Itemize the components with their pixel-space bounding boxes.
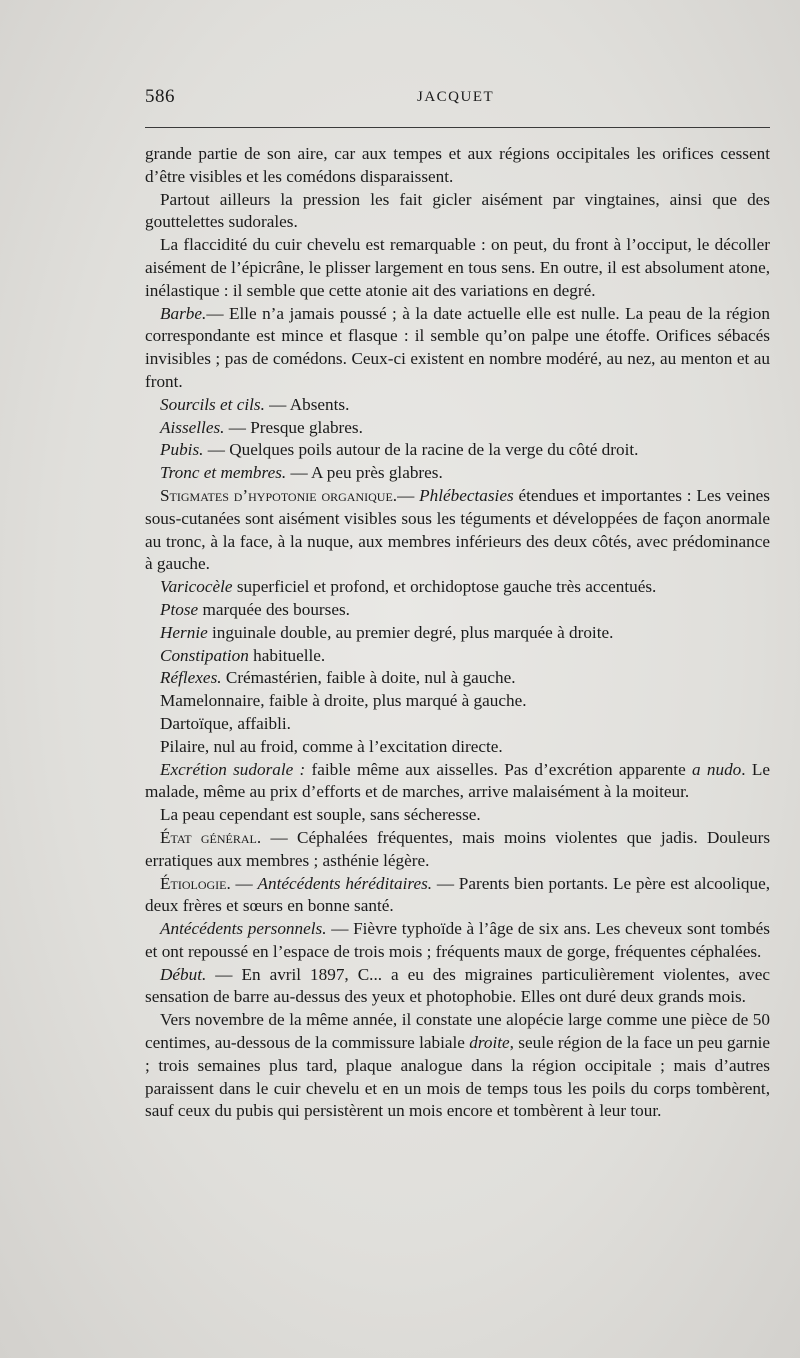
section-heading: Hernie: [160, 622, 208, 642]
paragraph: [145, 759, 770, 805]
text-run: Crémastérien, faible à doite, nul à gauche.: [221, 668, 516, 688]
paragraph: [145, 827, 770, 873]
text-run: grande partie de son aire, car aux tempes et aux régions occipitales les orifices cessent d’être visibles et les comédons disparaissent.: [145, 144, 770, 186]
paragraph: [145, 303, 770, 394]
text-run: inguinale double, au premier degré, plus marquée à droite.: [207, 622, 614, 642]
text-run: — Fièvre typhoïde à l’âge de six ans. Les cheveux sont tombés et ont repoussé en l’espace de trois mois ; fréquents maux de gorge, fréquentes céphalées.: [145, 919, 770, 961]
text-run: La flaccidité du cuir chevelu est remarquable : on peut, du front à l’occiput, le décoller aisément de l’épicrâne, le plisser largement en tous sens. En outre, il est absolument atone, inélastique : il semble que cette atonie ait des variations en degré.: [145, 235, 770, 300]
text-run: — Absents.: [264, 394, 350, 414]
paragraph: [145, 804, 770, 827]
section-heading: Stigmates d’hypotonie organique.: [160, 485, 398, 505]
text-run: —: [397, 485, 420, 505]
section-heading: Début.: [160, 964, 207, 984]
section-heading: Ptose: [160, 599, 199, 619]
paragraph: [145, 873, 770, 919]
text-run-italic: Phlébectasies: [419, 485, 514, 505]
section-heading: Antécédents personnels.: [160, 919, 327, 939]
paragraph: [145, 462, 770, 485]
section-heading: Sourcils et cils.: [160, 394, 265, 414]
paragraph: [145, 736, 770, 759]
section-heading: Aisselles.: [160, 417, 225, 437]
text-run-italic: a nudo: [692, 759, 742, 779]
text-run: — A peu près glabres.: [286, 463, 443, 483]
text-run: étendues et importantes : Les veines sous-cutanées sont aisément visibles sous les téguments et développées de façon anormale au tronc, à la face, à la nuque, aux membres inférieurs des deux côtés, avec prédominance à gauche.: [145, 485, 770, 574]
paragraph: [145, 234, 770, 302]
text-run: — Parents bien portants. Le père est alcoolique, deux frères et sœurs en bonne santé.: [145, 873, 770, 916]
paragraph: [145, 622, 770, 645]
paragraph: [145, 918, 770, 964]
section-heading: Constipation: [160, 645, 249, 665]
section-heading: Varicocèle: [160, 577, 233, 597]
text-run: Partout ailleurs la pression les fait gicler aisément par vingtaines, ainsi que des gouttelettes sudorales.: [145, 189, 770, 232]
section-heading: Réflexes.: [160, 668, 222, 688]
text-run: Dartoïque, affaibli.: [160, 713, 291, 733]
text-run: Vers novembre de la même année, il constate une alopécie large comme une pièce de 50 centimes, au-dessous de la commissure labiale: [145, 1010, 770, 1053]
text-run: — En avril 1897, C... a eu des migraines particulièrement violentes, avec sensation de barre au-dessus des yeux et photophobie. Elles ont duré deux grands mois.: [145, 964, 770, 1007]
page-header: [145, 86, 770, 114]
paragraph: [145, 1009, 770, 1123]
text-run: — Elle n’a jamais poussé ; à la date actuelle elle est nulle. La peau de la région correspondante est mince et flasque : il semble qu’on palpe une étoffe. Orifices sébacés invisibles ; pas de comédons. Ceux-ci existent en nombre modéré, au nez, au menton et au front.: [145, 303, 770, 391]
paragraph: [145, 964, 770, 1010]
text-run: La peau cependant est souple, sans sécheresse.: [160, 805, 481, 825]
text-run: habituelle.: [248, 645, 326, 665]
paragraph: [145, 485, 770, 576]
text-run: superficiel et profond, et orchidoptose gauche très accentués.: [232, 577, 657, 597]
header-rule: [145, 127, 770, 128]
text-run: —: [230, 873, 258, 893]
text-run: — Céphalées fréquentes, mais moins violentes que jadis. Douleurs erratiques aux membres ; asthénie légère.: [145, 827, 771, 870]
text-run: , seule région de la face un peu garnie ; trois semaines plus tard, plaque analogue dans la région occipitale ; mais d’autres paraissent dans le cuir chevelu et en un mois de temps tous les poils du corps tombèrent, sauf ceux du pubis qui persistèrent un mois encore et tombèrent à leur tour.: [145, 1033, 770, 1121]
text-run-italic: Antécédents héréditaires.: [257, 873, 433, 893]
text-run: faible même aux aisselles. Pas d’excrétion apparente: [305, 759, 692, 779]
section-heading: État général.: [160, 827, 262, 847]
paragraph: [145, 394, 770, 417]
section-heading: Tronc et membres.: [160, 463, 287, 483]
text-run-italic: droite: [469, 1033, 510, 1053]
text-run: — Quelques poils autour de la racine de la verge du côté droit.: [203, 440, 639, 460]
paragraph: [145, 667, 770, 690]
paragraph: [145, 143, 770, 189]
section-heading: Barbe.: [160, 303, 207, 323]
paragraph: [145, 713, 770, 736]
paragraph: [145, 576, 770, 599]
body-text: [145, 143, 770, 1123]
paragraph: [145, 189, 770, 235]
page-number: 586: [145, 86, 175, 107]
text-run: Pilaire, nul au froid, comme à l’excitation directe.: [160, 736, 503, 756]
section-heading: Étiologie.: [160, 873, 231, 893]
running-head: JACQUET: [417, 89, 495, 105]
paragraph: [145, 599, 770, 622]
text-run: Mamelonnaire, faible à droite, plus marqué à gauche.: [160, 691, 527, 711]
text-run: — Presque glabres.: [224, 417, 363, 437]
section-heading: Pubis.: [160, 440, 204, 460]
paragraph: [145, 690, 770, 713]
paragraph: [145, 439, 770, 462]
paragraph: [145, 645, 770, 668]
section-heading: Excrétion sudorale :: [160, 759, 306, 779]
paragraph: [145, 417, 770, 440]
text-run: marquée des bourses.: [198, 599, 350, 619]
text-run: . Le malade, même au prix d’efforts et de marches, arrive malaisément à la moiteur.: [145, 759, 770, 802]
